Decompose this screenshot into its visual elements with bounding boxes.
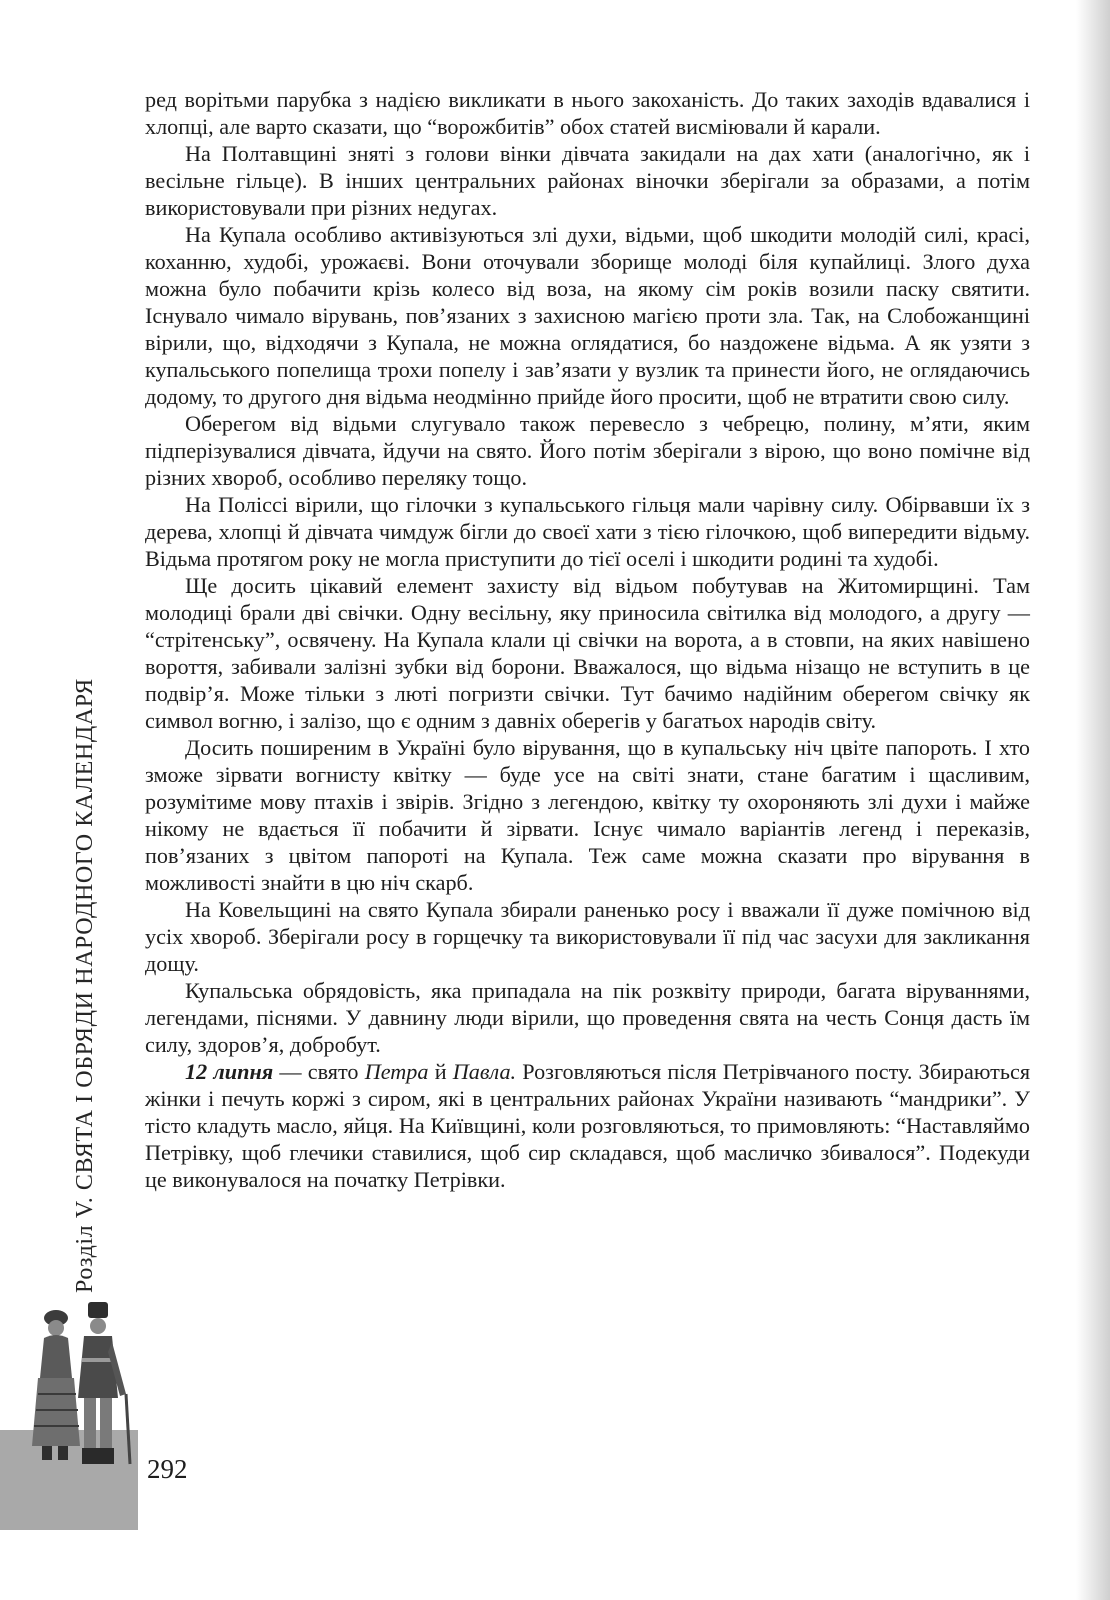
folk-couple-illustration xyxy=(26,1298,134,1474)
paragraph: На Ковельщині на свято Купала збирали раненько росу і вважали її дуже помічною від усіх хвороб. Зберігали росу в горщечку та використовували її під час засухи для закликання дощу. xyxy=(145,897,1030,976)
paragraph: На Поліссі вірили, що гілочки з купальського гільця мали чарівну силу. Обірвавши їх з дерева, хлопці й дівчата чимдуж бігли до своєї хати з тією гілочкою, щоб випередити відьму. Відьма протягом року не могла приступити до тієї оселі і шкодити родині та худобі. xyxy=(145,492,1030,571)
section-side-header: Розділ V. СВЯТА І ОБРЯДИ НАРОДНОГО КАЛЕНДАРЯ xyxy=(72,678,98,1293)
paragraph-petra-pavla xyxy=(145,1058,1030,1193)
saint-pavlo: Павла. xyxy=(452,1059,517,1084)
page-number: 292 xyxy=(147,1454,188,1484)
paragraph-body: Розговляються після Петрівчаного посту. Збираються жінки і печуть коржі з сиром, які в центральних районах України називають “мандрики”. У тісто кладуть масло, яйця. На Київщині, коли розговляються, то примовляють: “Наставляймо Петрівку, щоб глечики ставилися, щоб сир складався, щоб масличко збивалося”. Подекуди це виконувалося на початку Петрівки. xyxy=(145,1059,1031,1192)
dash-text: — свято xyxy=(273,1059,365,1084)
page-edge-shadow xyxy=(1076,0,1110,1600)
date-12-july: 12 липня xyxy=(185,1059,274,1084)
paragraph: Купальська обрядовість, яка припадала на пік розквіту природи, багата віруваннями, легендами, піснями. У давнину люди вірили, що проведення свята на честь Сонця дасть їм силу, здоров’я, добробут. xyxy=(145,978,1030,1057)
paragraph: Оберегом від відьми слугувало також перевесло з чебрецю, полину, м’яти, яким підперізувалися дівчата, йдучи на свято. Його потім зберігали з вірою, що воно помічне від різних хвороб, особливо переляку тощо. xyxy=(145,411,1030,490)
body-text xyxy=(145,86,1030,1193)
paragraph: Досить поширеним в Україні було вірування, що в купальську ніч цвіте папороть. І хто зможе зірвати вогнисту квітку — буде усе на світі знати, стане багатим і щасливим, розумітиме мову птахів і звірів. Згідно з легендою, квітку ту охороняють злі духи і майже нікому не вдається її побачити й зірвати. Існує чимало варіантів легенд і переказів, пов’язаних з цвітом папороті на Купала. Теж саме можна сказати про вірування в можливості знайти в цю ніч скарб. xyxy=(145,735,1030,895)
paragraph: ред ворітьми парубка з надією викликати в нього закоханість. До таких заходів вдавалися і хлопці, але варто сказати, що “ворожбитів” обох статей висміювали й карали. xyxy=(145,87,1030,139)
saint-petro: Петра xyxy=(364,1059,429,1084)
paragraph: На Полтавщині зняті з голови вінки дівчата закидали на дах хати (аналогічно, як і весільне гільце). В інших центральних районах віночки зберігали за образами, а потім використовували при різних недугах. xyxy=(145,141,1030,220)
and-text: й xyxy=(428,1059,453,1084)
paragraph: Ще досить цікавий елемент захисту від відьом побутував на Житомирщині. Там молодиці брали дві свічки. Одну весільну, яку приносила світилка від молодого, а другу — “стрітенську”, освячену. На Купала клали ці свічки на ворота, а в стовпи, на яких навішено вороття, забивали залізні зубки від борони. Вважалося, що відьма нізащо не вступить в це подвір’я. Може тільки з люті погризти свічки. Тут бачимо надійним оберегом свічку як символ вогню, і залізо, що є одним з давніх оберегів у багатьох народів світу. xyxy=(145,573,1030,733)
paragraph: На Купала особливо активізуються злі духи, відьми, щоб шкодити молодій силі, красі, коханню, худобі, урожаєві. Вони оточували зборище молоді біля купайлиці. Злого духа можна було побачити крізь колесо від воза, на якому сім років возили паску святити. Існувало чимало вірувань, пов’язаних з захисною магією проти зла. Так, на Слобожанщині вірили, що, відходячи з Купала, не можна оглядатися, бо наздожене відьма. А як узяти з купальського попелища трохи попелу і зав’язати у вузлик та принести його, не оглядаючись додому, то другого дня відьма неодмінно прийде його просити, щоб не втратити свою силу. xyxy=(145,222,1030,409)
